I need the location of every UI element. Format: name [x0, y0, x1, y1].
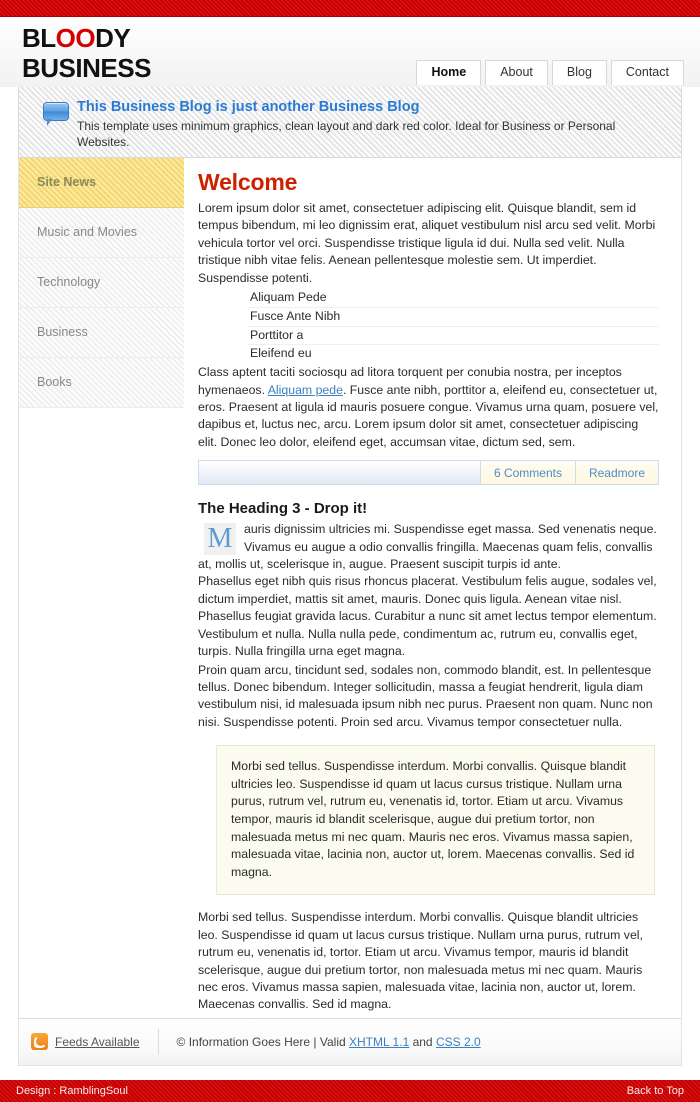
- back-to-top-link[interactable]: Back to Top: [626, 1084, 684, 1097]
- dropcap-paragraph-wrapper: [198, 521, 659, 573]
- paragraph-text-after-link: . Fusce ante nibh, porttitor a, eleifend eu, consectetuer ut, eros. Praesent at ligula id mauris posuere congue. Vivamus urna quam, posuere vel, dapibus et, luctus nec, arcu. Lorem ipsum dolor sit amet, consectetuer adipiscing elit. Donec leo dolor, eleifend eget, accumsan vitae, dictum sed, sem.: [198, 382, 659, 449]
- post-welcome: [198, 169, 659, 485]
- post-meta-spacer: [199, 461, 480, 484]
- post-welcome-paragraph-2: [198, 364, 659, 451]
- bottom-red-bar: [0, 1080, 700, 1102]
- post-heading3-paragraph-2: Phasellus eget nibh quis risus rhoncus placerat. Vestibulum felis augue, sodales vel, dictum imperdiet, mattis sit amet, mauris. Donec quis ligula. Aenean vitae nisl. Phasellus feugiat gravida lacus. Curabitur a nunc sit amet lectus tempor elementum. Vestibulum et nulla. Nulla nulla pede, condimentum ac, rutrum eu, convallis eget, turpis. Nulla fringilla urna eget magna.: [198, 574, 657, 659]
- logo-text-suffix: DY: [95, 23, 131, 53]
- comments-link[interactable]: 6 Comments: [480, 461, 575, 484]
- sidebar: [19, 158, 184, 1018]
- post-heading3-paragraph-4: Morbi sed tellus. Suspendisse interdum. Morbi convallis. Quisque blandit ultricies leo. Suspendisse id quam ut lacus cursus tristique. Nullam urna purus, rutrum vel, rutrum eu, venenatis id, tortor. Etiam ut arcu. Vivamus tempor, mauris id blandit scelerisque, augue dui pretium tortor, non malesuada metus mi nec quam. Mauris nec eros. Vivamus massa sapien, malesuada vitae, lacinia non, auctor ut, lorem. Maecenas convallis. Sed id magna.: [198, 910, 643, 1012]
- list-item: Eleifend eu: [250, 346, 312, 361]
- list-item: Porttitor a: [248, 327, 659, 346]
- footer-gap: [0, 1066, 700, 1080]
- sidebar-item-business[interactable]: Business: [19, 308, 184, 358]
- paragraph-text-before-link: Class aptent taciti sociosqu ad litora torquent per conubia nostra, per inceptos hymenaeos.: [198, 365, 622, 397]
- page-wrapper: [0, 87, 700, 1066]
- intro-banner: [18, 87, 682, 158]
- copyright-mid: and: [409, 1034, 436, 1049]
- copyright-prefix: © Information Goes Here | Valid: [176, 1034, 349, 1049]
- design-credit: Design : RamblingSoul: [16, 1084, 128, 1097]
- nav-item-about[interactable]: About: [485, 60, 548, 85]
- feature-list: [198, 289, 659, 363]
- xhtml-validation-link[interactable]: XHTML 1.1: [349, 1034, 410, 1049]
- list-item: Fusce Ante Nibh: [248, 308, 659, 327]
- post-welcome-paragraph: Lorem ipsum dolor sit amet, consectetuer adipiscing elit. Quisque blandit, sem id tempus bibendum, mi leo dignissim erat, aliquet vestibulum nisl arcu sed velit. Morbi vehicula tortor vel orci. Suspendisse tristique ligula id dui. Nulla sed velit. Nulla tristique nibh vitae felis. Aenean pellentesque molestie sem. Ut imperdiet. Suspendisse potenti.: [198, 201, 656, 285]
- banner-description: This template uses minimum graphics, clean layout and dark red color. Ideal for Business or Personal Websites.: [77, 119, 616, 149]
- post-heading-3: [198, 499, 659, 1013]
- main-content: [184, 158, 681, 1018]
- logo-text-prefix: BL: [22, 23, 56, 53]
- sidebar-item-technology[interactable]: Technology: [19, 258, 184, 308]
- blockquote-note: Morbi sed tellus. Suspendisse interdum. Morbi convallis. Quisque blandit ultricies leo. Suspendisse id quam ut lacus cursus tristique. Nullam urna purus, rutrum vel, rutrum eu, venenatis id, tortor. Etiam ut arcu. Vivamus tempor, mauris id blandit scelerisque, augue dui pretium tortor, non malesuada metus mi nec quam. Mauris nec eros. Vivamus massa sapien, malesuada vitae, lacinia non, auctor ut, lorem. Maecenas convallis. Sed id magna.: [216, 745, 655, 895]
- main-navigation: [412, 60, 684, 85]
- content-area: [18, 158, 682, 1018]
- top-red-bar: [0, 0, 700, 17]
- post-meta-bar: [198, 460, 659, 485]
- feeds-section: [31, 1029, 159, 1055]
- aliquam-pede-link[interactable]: Aliquam pede: [267, 382, 343, 397]
- readmore-link[interactable]: Readmore: [575, 461, 658, 484]
- site-header: [0, 17, 700, 87]
- logo-line-1: [22, 23, 130, 53]
- logo-text-red: OO: [55, 23, 96, 53]
- drop-cap-letter: M: [204, 523, 236, 555]
- list-item: Aliquam Pede: [248, 289, 659, 308]
- banner-title: This Business Blog is just another Business Blog: [77, 99, 420, 115]
- post-title-welcome: Welcome: [198, 169, 298, 195]
- post-title-heading-3: The Heading 3 - Drop it!: [198, 500, 368, 518]
- logo-line-2: BUSINESS: [22, 53, 151, 83]
- copyright-text: [159, 1035, 481, 1049]
- sidebar-item-books[interactable]: Books: [19, 358, 184, 408]
- sidebar-item-music-and-movies[interactable]: Music and Movies: [19, 208, 184, 258]
- nav-item-home[interactable]: Home: [416, 60, 481, 85]
- nav-item-blog[interactable]: Blog: [552, 60, 607, 85]
- post-heading3-paragraph-1: auris dignissim ultricies mi. Suspendisse eget massa. Sed venenatis neque. Vivamus eu augue a odio convallis fringilla. Maecenas quam felis, convallis at, mollis ut, scelerisque in, augue. Praesent suscipit turpis id ante.: [198, 522, 657, 572]
- rss-icon: [31, 1033, 48, 1050]
- post-heading3-paragraph-3: Proin quam arcu, tincidunt sed, sodales non, commodo blandit, est. In pellentesque tellus. Donec bibendum. Integer sollicitudin, massa a feugiat hendrerit, ligula diam vestibulum nisi, id malesuada ipsum nibh nec purus. Praesent non quam. Nunc non nisi. Suspendisse potenti. Proin sed arcu. Vivamus tempor consectetuer nulla.: [198, 662, 653, 729]
- site-logo[interactable]: [22, 23, 151, 83]
- sidebar-item-site-news[interactable]: Site News: [19, 158, 184, 208]
- nav-item-contact[interactable]: Contact: [611, 60, 684, 85]
- speech-bubble-icon: [43, 102, 69, 126]
- css-validation-link[interactable]: CSS 2.0: [435, 1034, 481, 1049]
- feeds-available-link[interactable]: Feeds Available: [55, 1034, 140, 1049]
